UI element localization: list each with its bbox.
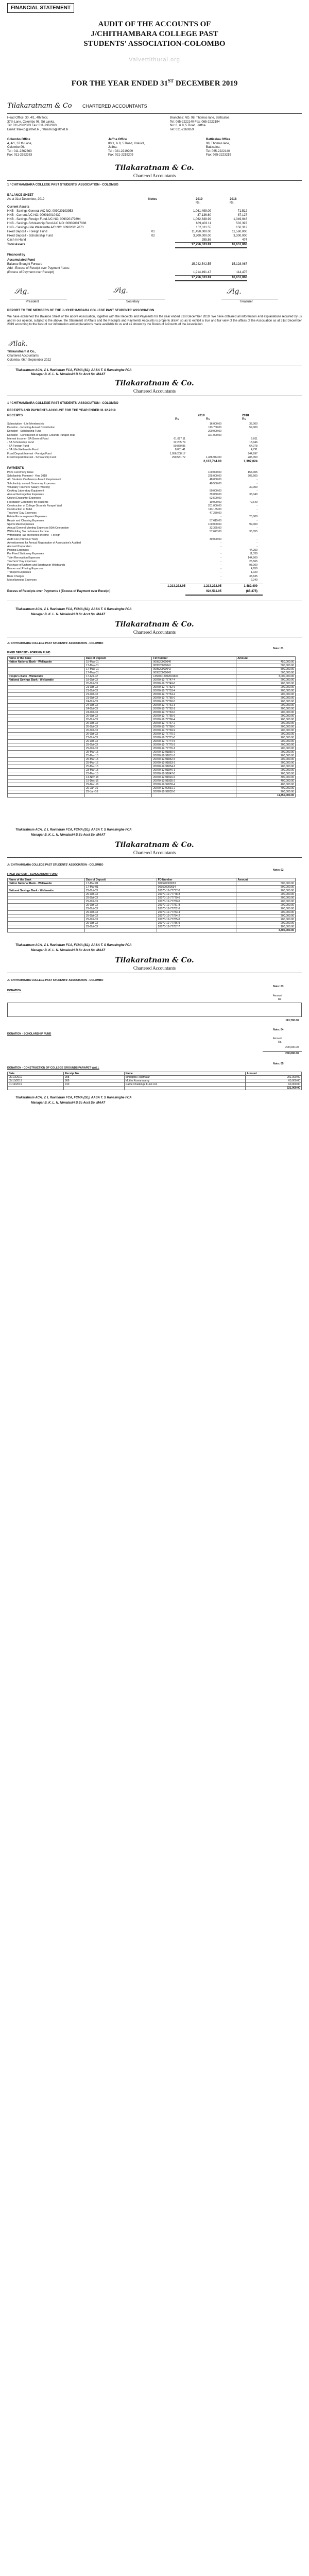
table-row: 26-Oct-03 20070-12-77770-2 200,000.00 [8, 733, 296, 736]
n5-heading: DONATION - CONSTRUCTION OF COLLEGE GROUNDS PARAPET WALL [7, 1066, 99, 1070]
report-sign-sub: Chartered Accountants [7, 354, 39, 358]
bs-heading: BALANCE SHEET [7, 194, 34, 197]
officer-roles: President Secretary Treasurer [26, 300, 253, 303]
firm-name-script: Tilakaratnam & Co [7, 102, 72, 110]
table-row: 14-Nov-15 20070-12-91916-6 300,000.00 [8, 776, 296, 779]
bs-row: Fixed Deposit - Foreign Fund 01 11,450,000.00 11,560,000 [7, 230, 247, 233]
table-header-cell: FD Number [157, 878, 236, 882]
note1-table [7, 656, 296, 798]
financial-statement-tag: FINANCIAL STATEMENT [7, 3, 74, 13]
report-place-date: Colombo, 06th September 2022 [7, 359, 52, 362]
payment-row: Construction of Toilet 113,165.00 - [7, 508, 258, 511]
bs-row: Fixed Deposit - Scholarship Fund 02 3,300,000.00 3,300,000 [7, 234, 247, 238]
bs-as-at: As at 31st December, 2019 [7, 198, 45, 201]
table-header-cell: Date of Deposit [85, 657, 152, 660]
payment-row: Annual General Meeting Expenses 50th Celebration 32,325.00 - [7, 527, 258, 530]
rp-firm-sign: Tilakaratnam & Co. [115, 379, 194, 387]
receipt-row: - SA Lille Wellawatte Fund 8,051.41 4,791 [7, 448, 258, 452]
table-row: 29-Jan-16 20070-12-92031-2 400,000.00 [8, 787, 296, 790]
payment-row: Voluntary Teachers' Salary (Weekly) - 30,000 [7, 485, 258, 489]
table-row: 26-Oct-03 20070-12-77765-6 200,000.00 [8, 715, 296, 718]
n4-heading: DONATION - SCHOLARSHIP FUND [7, 1032, 52, 1036]
payment-row: Toilet Renovation Expenses - 144,500 [7, 556, 258, 560]
signature-secretary: 𝒮ig. [113, 286, 128, 295]
payment-row: Bank Charges - 33,635 [7, 574, 258, 578]
table-row: 29-Oct-03 20070-12-77787-7 100,000.00 [8, 925, 296, 929]
n1-partners-1: Tilakaratnam ACA, V. L Ravindran FCA, FCMA (SL), AASA T. S Ranasinghe FCA [15, 608, 132, 611]
table-row: 05/10/2019 909 Muthu Kumarasamy 60,000.00 [8, 1079, 302, 1083]
payment-row: A/L Students Conference Award Requirement 48,000.00 - [7, 478, 258, 482]
table-row: 05/10/2019 908 Sinnappu Rajamalar 201,000.00 [8, 1076, 302, 1079]
table-row: 29-Oct-03 20070-12-77779-6 200,000.00 [8, 896, 296, 900]
partners-line-2: Manager B. K. L. N. Nimalasiri B.Sc Acct Sp. MAAT [31, 373, 106, 376]
table-row: Hatton National Bank - Wellawatte 17-Mar-01 009520000033 500,000.00 [8, 882, 296, 886]
payment-row: Prize Ceremony Issue 100,000.00 154,305 [7, 471, 258, 474]
n2-heading: FIXED DEPOSIT - SCHOLARSHIP FUND [7, 873, 58, 876]
bs-current-assets: Current Assets [7, 206, 29, 209]
table-row: National Savings Bank - Wellawatte 29-Oct-03 20070-12-77777-0 200,000.00 [8, 889, 296, 893]
receipt-row: Subscription - Life Membership 16,000.00 32,000 [7, 422, 258, 426]
receipt-row: Fixed Deposit Interest - Foreign Fund 1,056,208.17 944,997 [7, 452, 258, 455]
payment-row: Printing Expenses - 44,250 [7, 549, 258, 552]
n5-note-no: Note: 05 [273, 1062, 284, 1065]
title-line-3: STUDENTS' ASSOCIATION-COLOMBO [83, 40, 226, 48]
n3-note-no: Note: 03 [273, 985, 284, 988]
n5-partners-1: Tilakaratnam ACA, V. L Ravindran FCA, FCMA (SL), AASA T. S Ranasinghe FCA [15, 1096, 132, 1099]
report-sign-name: Tilakaratnam & Co., [7, 350, 36, 353]
table-total-row: 11,450,000.00 [8, 794, 296, 798]
title-line-2: J/CHITHAMBARA COLLEGE PAST [91, 30, 218, 38]
payments-label: PAYMENTS [7, 467, 24, 470]
n1-heading: FIXED DEPOSIT - FOREIGN FUND [7, 651, 50, 654]
payment-row: Cooking Laboratory Equipment 50,000.00 - [7, 489, 258, 493]
table-row: 29-Oct-03 20070-12-77778-8 200,000.00 [8, 893, 296, 896]
table-total-row: 3,300,000.00 [8, 929, 296, 933]
table-header-cell: Amount [236, 657, 296, 660]
table-row: 17-May-01 009520000042 500,000.00 [8, 668, 296, 671]
payment-row: Sports Meet Expenses 100,000.00 99,000 [7, 522, 258, 526]
table-row: 19-Dec-15 20070-12-91935-2 400,000.00 [8, 779, 296, 783]
table-row: 24-Oct-03 20070-12-77760-5 200,000.00 [8, 700, 296, 704]
bs-col-headers: Notes 2019 2018 [148, 198, 237, 201]
payment-row: Estate Encouragement Expenses - 25,000 [7, 515, 258, 519]
note3-total: 113,700.00 [285, 1019, 299, 1022]
n3-firm-sub: Chartered Accountants [133, 965, 176, 971]
bs-row: Cash in Hand 295.86 474 [7, 239, 247, 242]
bs-accum-total: 17,756,533.81 16,651,068 [191, 276, 247, 279]
table-row: 26-Oct-03 20070-12-77766-4 200,000.00 [8, 718, 296, 722]
n3-partners-1: Tilakaratnam ACA, V. L Ravindran FCA, FCMA (SL), AASA T. S Ranasinghe FCA [15, 944, 132, 947]
payment-row: Teachers' Day Expenses - 25,565 [7, 560, 258, 563]
n5-partners-2: Manager B. K. L. N. Nimalasiri B.Sc Acct Sp. MAAT [31, 1101, 106, 1105]
signature-president: 𝒮ig. [14, 287, 29, 296]
office-batticaloa: Batticaloa Office 98, Thomas lane, Batticaloa. Tel: 065-2222140 Fax: 065-2223219 [206, 138, 231, 157]
firm-sign-name: Tilakaratnam & Co. [115, 164, 194, 172]
table-row: 17-Mar-01 009520000034 500,000.00 [8, 886, 296, 889]
receipt-row: Fixed Deposit Interest - Scholarship Fund 290,581.72 1,486,944.00 285,350 [7, 455, 258, 459]
table-header-cell: Name of the Bank [8, 878, 85, 882]
payment-row: Withholding Tax on Interest Income - Foreign - - [7, 534, 258, 537]
bs-accum-row: (Excess of Payment over Receipt) 1,914,491.47 114,475 [7, 271, 247, 274]
n2-firm-sub: Chartered Accountants [133, 850, 176, 855]
table-row: 25-Mar-15 20070-12-91853-3 200,000.00 [8, 761, 296, 765]
rp-heading: RECEIPTS AND PAYMENTS ACCOUNT FOR THE YEAR ENDED 31.12.2019 [7, 409, 116, 412]
table-row: 24-Oct-03 20070-12-77763-0 200,000.00 [8, 711, 296, 715]
table-row: 23-Mar-15 20070-12-91847-0 200,000.00 [8, 772, 296, 776]
report-paragraph: We have examined the Balance Sheet of the above Association, together with the Receipts and Payments for the year ended 31st December 2019. We have obtained all information and explanations required by us and in our opinion, subject to the above, the Statement of Affairs and the Receipts and Payments Accounts is properly drawn so as to exhibit a true and fair view of the affairs of the Association as at 31st December 2019 according to the best of our information and explanations made available to us and as shown by the Books of Accounts of the Association. [7, 315, 302, 327]
n1-firm-sign: Tilakaratnam & Co. [115, 620, 194, 629]
payment-row: Purchase of Uniform and Sportswear Wristbands - 98,000 [7, 564, 258, 567]
payment-row: Felicitation Ceremony for Students 10,000.00 79,649 [7, 500, 258, 504]
signature-treasurer: 𝒮ig. [227, 287, 242, 296]
n3-heading: DONATION [7, 989, 22, 992]
receipt-row: Interest Income - SA General Fund 61,027.11 5,011 [7, 437, 258, 440]
title-line-1: AUDIT OF THE ACCOUNTS OF [98, 20, 211, 28]
bs-accum-row: Balance Brought Forward 15,242,542.55 15,128,067 [7, 263, 247, 266]
note5-table: Date Receipt No. Name Amount 05/10/2019 908 Sinnappu Rajamalar 201,000.00 05/10/2019 909 Muthu Kumarasamy 60,000.00 01/11/2019 910 Rathe Challenge Fund Ltd. 60,000.00 321,000.00 [7, 1072, 302, 1090]
receipt-row: Donation - Including Annual Contribution 113,700.00 59,000 [7, 426, 258, 430]
table-row: 25-Mar-15 20070-12-91851-7 200,000.00 [8, 754, 296, 758]
table-row: 29-Dec-16 20070-12-92030-4 400,000.00 [8, 783, 296, 787]
payment-row: Advertisement for Annual Registration of Association's Audited - - [7, 541, 258, 545]
n1-org-line: J / CHITHAMBARA COLLEGE PAST STUDENTS' ASSOCIATION - COLOMBO [7, 642, 104, 645]
partners-line-1: Tilakaratnam ACA, V. L Ravindran FCA, FCMA (SL), AASA T. S Ranasinghe FCA [15, 369, 132, 372]
table-row: 21-Oct-03 20070-12-77752-6 200,000.00 [8, 686, 296, 689]
table-row: 27-Oct-03 20070-12-77771-0 200,000.00 [8, 736, 296, 740]
table-row: 21-Oct-03 20070-12-77754-2 200,000.00 [8, 693, 296, 697]
rp-org-line: 1 / CHITHAMBARA COLLEGE PAST STUDENTS' ASSOCIATION - COLOMBO [7, 402, 118, 405]
table-row: 29-Oct-03 20070-12-77783-4 200,000.00 [8, 911, 296, 914]
n2-partners-2: Manager B. K. L. N. Nimalasiri B.Sc Acct Sp. MAAT [31, 834, 106, 837]
table-row: 26-Oct-03 20070-12-77767-2 200,000.00 [8, 722, 296, 725]
payment-row: Scholarship annual Ceremony Expenses 40,550.00 - [7, 482, 258, 485]
receipt-row: - SA Foreign Fund 50,869.85 64,078 [7, 445, 258, 448]
note4-total: 200,000.00 [285, 1052, 299, 1055]
table-row: 25-Mar-15 20070-12-91850-9 200,000.00 [8, 751, 296, 754]
bs-accum-row: Add : Excess of Receipt over Payment / Less: [7, 267, 70, 270]
table-row: 29-Oct-03 20070-12-77775-3 200,000.00 [8, 743, 296, 747]
office-jaffna: Jaffna Office 80/1, & 8, 5 Road, Kokuvil, Jaffna. Tel : 021-2219209 Fax: 021-2219209 [108, 138, 145, 157]
table-row: National Savings Bank - Wellawatte 18-Oct-03 20070-12-77747-4 200,000.00 [8, 679, 296, 682]
table-row: Hatton National Bank - Wellawatte 15-May-01 009520000040 450,000.00 [8, 660, 296, 664]
note3-box [7, 1003, 302, 1017]
table-header-cell: FD Number [152, 657, 236, 660]
branches-block: Branches: NO. 98, Thomas lane, Batticaloa Tel: 065-2222140 Fax: 065-2222194 No: 6, & 8, 5 Road, Jaffna. Tel: 021-2260859 [170, 116, 230, 131]
n2-partners-1: Tilakaratnam ACA, V. L Ravindran FCA, FCMA (SL), AASA T. S Ranasinghe FCA [15, 828, 132, 832]
payment-row: Transport Expenses - 1,020 [7, 571, 258, 574]
table-row: 25-Mar-15 20070-12-91854-1 200,000.00 [8, 765, 296, 769]
report-heading: REPORT TO THE MEMBERS OF THE J / CHITHAMBARA COLLEGE PAST STUDENTS' ASSOCIATION [7, 309, 154, 312]
bs-accum-fund: Accumulated Fund [7, 259, 36, 262]
firm-sign-sub: Chartered Accountants [133, 173, 176, 178]
table-header-cell: Date of Deposit [85, 878, 157, 882]
rp-firm-sub: Chartered Accountants [133, 388, 176, 394]
table-row: 25-Mar-15 20070-12-91852-5 200,000.00 [8, 758, 296, 761]
table-row: 21-Oct-03 20070-12-77753-4 200,000.00 [8, 689, 296, 693]
payment-row: Miscellaneous Expenses - 2,240 [7, 578, 258, 582]
office-colombo: Colombo Office 4, 4/1, 37 th Lane, Colombo 06. Tel : 011-2362363 Fax: 011-2362363 [7, 138, 32, 157]
payment-row: Annual Get-together Expenses 39,050.00 33,040 [7, 493, 258, 497]
bs-row: HNB - Savings-Scholarship Fund A/C NO: 009020017088 689,403.11 502,397 [7, 222, 247, 225]
table-row: 29-Oct-03 20070-12-77785-0 200,000.00 [8, 918, 296, 922]
payments-total: 1,213,232.95 1,213,232.95 1,482,499 [167, 585, 258, 588]
n3-partners-2: Manager B. K. L. N. Nimalasiri B.Sc Acct Sp. MAAT [31, 949, 106, 952]
bs-row: HNB - Savings General A/C NO: 009020103953 1,061,499.09 71,512 [7, 210, 247, 213]
rp-closing: Excess of Receipts over Payments / (Excess of Payment over Receipt) 924,511.05 (85,475) [7, 590, 258, 593]
table-header-cell: Amount [236, 878, 296, 882]
bs-total-assets: Total Assets 17,756,533.81 16,651,068 [7, 243, 247, 246]
table-row: 23-Mar-15 20070-12-91846-1 200,000.00 [8, 769, 296, 772]
table-row: 17-May-01 009520000041 500,000.00 [8, 664, 296, 668]
table-row: 29-Oct-03 20070-12-77781-8 200,000.00 [8, 904, 296, 907]
payment-row: Banner and Printing Expenses - 4,650 [7, 567, 258, 571]
bs-row: HNB - Savings-Foreign Fund A/C NO: 009020179894 1,062,838.99 1,049,946 [7, 218, 247, 221]
audit-report-page: FINANCIAL STATEMENT AUDIT OF THE ACCOUNTS OF J/CHITHAMBARA COLLEGE PAST STUDENTS' ASSOCIATION-COLOMBO Valvettithurai.org FOR THE YEAR ENDED 31ST DECEMBER 2019 Tilakaratnam & Co CHARTERED ACCOUNTANTS Head Office: 30, 4/1, 4th floor, 37th Lane, Colombo 06, Sri Lanka. Tel: 011-2362363 Fax: 011-2362363 Email: tilakco@sltnet.lk , ratnamco@sltnet.lk Branches: NO. 98, Thomas lane, Batticaloa Tel: 065-2222140 Fax: 065-2222194 No: 6, & 8, 5 Road, Jaffna. Tel: 021-2260859 Colombo Office 4, 4/1, 37 th Lane, Colombo 06. Tel : 011-2362363 Fax: 011-2362363 Jaffna Office 80/1, & 8, 5 Road, Kokuvil, Jaffna. Tel : 021-2219209 Fax: 021-2219209 Batticaloa Office 98, Thomas lane, Batticaloa. Tel: 065-2222140 Fax: 065-2223219 Tilakaratnam & Co. Chartered Accountants 1 / CHITHAMBARA COLLEGE PAST STUDENTS' ASSOCIATION - COLOMBO BALANCE SHEET As at 31st December, 2019 Notes 2019 2018 Rs. Rs. Current Assets HNB - Savings General A/C NO: 009020103953 1,061,499.09 71,512 HNB - Current A/C NO: 009010010432 37,136.60 87,127 HNB - Savings-Foreign Fund A/C NO: 009020179894 1,062,838.99 1,049,946 HNB - Savings-Scholarship Fund A/C NO: 009020017088 689,403.11 502,397 HNB - Savings-Lille Wellawatte A/C NO: 009020017073 152,311.55 150,312 Fixed Deposit - Foreign Fund 01 11,450,000.00 11,560,000 Fixed Deposit - Scholarship Fund 02 3,300,000.00 3,300,000 Cash in Hand 295.86 474 Total Assets 17,756,533.81 16,651,068 Financed by Accumulated Fund Balance Brought Forward 15,242,542.55 15,128,067 Add : Excess of Receipt over Payment / Less: (Excess of Payment over Receipt) 1,914,491.47 114,475 17,756,533.81 16,651,068 𝒮ig. 𝒮ig. 𝒮ig. President Secretary Treasurer REPORT TO THE MEMBERS OF THE J / CHITHAMBARA COLLEGE PAST STUDENTS' ASSOCIATION We have examined the Balance Sheet of the above Association, together with the Receipts and Payments for the year ended 31st December 2019. We have obtained all information and explanations required by us and in our opinion, subject to the above, the Statement of Affairs and the Receipts and Payments Accounts is properly drawn so as to exhibit a true and fair view of the affairs of the Association as at 31st December 2019 according to the best of our information and explanations made available to us and as shown by the Books of Accounts of the Association. 𝒯ilak. Tilakaratnam & Co., Chartered Accountants Colombo, 06th September 2022 Tilakaratnam ACA, V. L Ravindran FCA, FCMA (SL), AASA T. S Ranasinghe FCA Manager B. K. L. N. Nimalasiri B.Sc Acct Sp. MAAT Tilakaratnam & Co. Chartered Accountants 1 / CHITHAMBARA COLLEGE PAST STUDENTS' ASSOCIATION - COLOMBO RECEIPTS AND PAYMENTS ACCOUNT FOR THE YEAR ENDED 31.12.2019 RECEIPTS 2019 2018 Rs Rs Rs Subscription - Life Membership 16,000.00 32,000 Donation - Including Annual Contribution 113,700.00 59,000 Donation - Scholarship Fund 200,000.00 - Donation - Construction of College Grounds Parapet Wall 321,000.00 - Interest Income - SA General Fund 61,027.11 5,011 - SA Scholarship Fund 22,205.74 18,946 - SA Foreign Fund 50,869.85 64,078 - SA Lille Wellawatte Fund 8,051.41 4,791 Fixed Deposit Interest - Foreign Fund 1,056,208.17 944,997 Fixed Deposit Interest - Scholarship Fund 290,581.72 1,486,944.00 285,350 2,137,744.00 1,397,024 PAYMENTS Prize Ceremony Issue 100,000.00 154,305 Scholarship Payment - Year 2018 225,000.00 205,500 A/L Students Conference Award Requirement 48,000.00 - Scholarship annual Ceremony Expenses 40,550.00 - Voluntary Teachers' Salary (Weekly) - 30,000 Cooking Laboratory Equipment 50,000.00 - Annual Get-together Expenses 39,050.00 33,040 Cricket Encounter Expenses 62,500.00 - Felicitation Ceremony for Students 10,000.00 79,649 Construction of College Grounds Parapet Wall 201,000.00 - Construction of Toilet 113,165.00 - Teachers' Day Expenses 47,250.00 - Estate Encouragement Expenses - 25,000 Repair and Cleaning Expenses 57,615.00 - Sports Meet Expenses 100,000.00 99,000 Annual General Meeting Expenses 50th Celebration 32,325.00 - Withholding Tax on Interest Income 57,622.00 35,055 Withholding Tax on Interest Income - Foreign - - Audit Fee (Previous Year) 30,000.00 - Advertisement for Annual Registration of Association's Audited - - Account Preparation - - Printing Expenses - 44,250 Pre Fixed Stationery Expenses - 11,330 Toilet Renovation Expenses - 144,500 Teachers' Day Expenses - 25,565 Purchase of Uniform and Sportswear Wristbands - 98,000 Banner and Printing Expenses - 4,650 Transport Expenses - 1,020 Bank Charges - 33,635 Miscellaneous Expenses - 2,240 1,213,232.95 1,213,232.95 1,482,499 Excess of Receipts over Payments / (Excess of Payment over Receipt) 924,511.05 (85,475) Tilakaratnam ACA, V. L Ravindran FCA, FCMA (SL), AASA T. S Ranasinghe FCA Manager B. K. L. N. Nimalasiri B.Sc Acct Sp. MAAT Tilakaratnam & Co. Chartered Accountants J / CHITHAMBARA COLLEGE PAST STUDENTS' ASSOCIATION - COLOMBO Note: 01 FIXED DEPOSIT - FOREIGN FUND Name of the Bank Date of Deposit FD Number Amount Hatton National Bank - Wellawatte 15-May-01 009520000040 450,000.00 17-May-01 009520000041 500,000.00 17-May-01 009520000042 500,000.00 17-May-01 009520000043 500,000.00 People's Bank - Wellawatte 17-Apr-02 14560012002001654 3,000,000.00 National Savings Bank - Wellawatte 18-Oct-03 20070-12-77747-4 200,000.00 20-Oct-03 20070-12-77749-8 200,000.00 21-Oct-03 20070-12-77752-6 200,000.00 21-Oct-03 20070-12-77753-4 200,000.00 21-Oct-03 20070-12-77754-2 200,000.00 21-Oct-03 20070-12-77755-0 200,000.00 24-Oct-03 20070-12-77760-5 200,000.00 24-Oct-03 20070-12-77761-3 200,000.00 24-Oct-03 20070-12-77762-1 200,000.00 24-Oct-03 20070-12-77763-0 200,000.00 26-Oct-03 20070-12-77765-6 200,000.00 26-Oct-03 20070-12-77766-4 200,000.00 26-Oct-03 20070-12-77767-2 200,000.00 26-Oct-03 20070-12-77768-0 200,000.00 26-Oct-03 20070-12-77769-9 200,000.00 26-Oct-03 20070-12-77770-2 200,000.00 27-Oct-03 20070-12-77771-0 200,000.00 29-Oct-03 20070-12-77774-5 200,000.00 29-Oct-03 20070-12-77775-3 200,000.00 29-Oct-03 20070-12-77776-1 200,000.00 25-Mar-15 20070-12-91850-9 200,000.00 25-Mar-15 20070-12-91851-7 200,000.00 25-Mar-15 20070-12-91852-5 200,000.00 25-Mar-15 20070-12-91853-3 200,000.00 25-Mar-15 20070-12-91854-1 200,000.00 23-Mar-15 20070-12-91846-1 200,000.00 23-Mar-15 20070-12-91847-0 200,000.00 14-Nov-15 20070-12-91916-6 300,000.00 19-Dec-15 20070-12-91935-2 400,000.00 29-Dec-16 20070-12-92030-4 400,000.00 29-Jan-16 20070-12-92031-2 400,000.00 29-Jan-16 20070-12-92032-0 200,000.00 11,450,000.00 Tilakaratnam ACA, V. L Ravindran FCA, FCMA (SL), AASA T. S Ranasinghe FCA Manager B. K. L. N. Nimalasiri B.Sc Acct Sp. MAAT Tilakaratnam & Co. Chartered Accountants J / CHITHAMBARA COLLEGE PAST STUDENTS' ASSOCIATION - COLOMBO Note: 02 FIXED DEPOSIT - SCHOLARSHIP FUND Name of the Bank Date of Deposit FD Number Amount Hatton National Bank - Wellawatte 17-Mar-01 009520000033 500,000.00 17-Mar-01 009520000034 500,000.00 National Savings Bank - Wellawatte 29-Oct-03 20070-12-77777-0 200,000.00 29-Oct-03 20070-12-77778-8 200,000.00 29-Oct-03 20070-12-77779-6 200,000.00 29-Oct-03 20070-12-77780-0 200,000.00 29-Oct-03 20070-12-77781-8 200,000.00 29-Oct-03 20070-12-77782-6 200,000.00 29-Oct-03 20070-12-77783-4 200,000.00 29-Oct-03 20070-12-77784-2 200,000.00 29-Oct-03 20070-12-77785-0 200,000.00 29-Oct-03 20070-12-77786-9 200,000.00 29-Oct-03 20070-12-77787-7 100,000.00 3,300,000.00 Tilakaratnam ACA, V. L Ravindran FCA, FCMA (SL), AASA T. S Ranasinghe FCA Manager B. K. L. N. Nimalasiri B.Sc Acct Sp. MAAT Tilakaratnam & Co. Chartered Accountants J / CHITHAMBARA COLLEGE PAST STUDENTS' ASSOCIATION - COLOMBO Note: 03 DONATION Amount Rs 113,700.00 Note: 04 DONATION - SCHOLARSHIP FUND Amount Rs. 200,000.00 200,000.00 Note: 05 DONATION - CONSTRUCTION OF COLLEGE GROUNDS PARAPET WALL Date Receipt No. Name Amount 05/10/2019 908 Sinnappu Rajamalar 201,000.00 05/10/2019 909 Muthu Kumarasamy 60,000.00 01/11/2019 910 Rathe Challenge Fund Ltd. 60,000.00 321,000.00 Tilakaratnam ACA, V. L Ravindran FCA, FCMA (SL), AASA T. S Ranasinghe FCA Manager B. K. L. N. Nimalasiri B.Sc Acct Sp. MAAT [0, 0, 309, 2576]
table-row: 26-Oct-03 20070-12-77769-9 200,000.00 [8, 729, 296, 733]
table-row: 29-Oct-03 20070-12-77784-2 200,000.00 [8, 914, 296, 918]
table-row: 29-Oct-03 20070-12-77782-6 200,000.00 [8, 907, 296, 911]
payment-row: Repair and Cleaning Expenses 57,615.00 - [7, 519, 258, 522]
receipts-total: 2,137,744.00 1,397,024 [203, 460, 258, 463]
auditor-signature: 𝒯ilak. [8, 340, 28, 348]
table-row: 26-Oct-03 20070-12-77768-0 200,000.00 [8, 725, 296, 729]
note2-table [7, 878, 296, 933]
payment-row: Construction of College Grounds Parapet Wall 201,000.00 - [7, 504, 258, 507]
rp-col-headers: RECEIPTS 2019 2018 [7, 414, 249, 417]
table-row: 20-Oct-03 20070-12-77749-8 200,000.00 [8, 682, 296, 686]
table-row: 24-Oct-03 20070-12-77762-1 200,000.00 [8, 707, 296, 711]
table-row: 29-Oct-03 20070-12-77774-5 200,000.00 [8, 740, 296, 743]
receipt-row: Donation - Construction of College Grounds Parapet Wall 321,000.00 - [7, 433, 258, 437]
payment-row: Cricket Encounter Expenses 62,500.00 - [7, 497, 258, 500]
table-row: People's Bank - Wellawatte 17-Apr-02 14560012002001654 3,000,000.00 [8, 675, 296, 679]
payment-row: Teachers' Day Expenses 47,250.00 - [7, 512, 258, 515]
bs-row: HNB - Current A/C NO: 009010010432 37,136.60 87,127 [7, 214, 247, 217]
table-row: 29-Oct-03 20070-12-77786-9 200,000.00 [8, 922, 296, 925]
table-row: 17-May-01 009520000043 500,000.00 [8, 671, 296, 675]
table-row: 24-Oct-03 20070-12-77761-3 200,000.00 [8, 704, 296, 707]
year-heading: FOR THE YEAR ENDED 31ST DECEMBER 2019 [71, 78, 238, 88]
payment-row: Account Preparation - - [7, 545, 258, 548]
n1-partners-2: Manager B. K. L. N. Nimalasiri B.Sc Acct Sp. MAAT [31, 613, 106, 616]
table-row: 21-Oct-03 20070-12-77755-0 200,000.00 [8, 697, 296, 700]
payment-row: Pre Fixed Stationery Expenses - 11,330 [7, 552, 258, 556]
n3-firm-sign: Tilakaratnam & Co. [115, 956, 194, 964]
bs-row: HNB - Savings-Lille Wellawatte A/C NO: 009020017073 152,311.55 150,312 [7, 226, 247, 229]
table-row: 01/11/2019 910 Rathe Challenge Fund Ltd. 60,000.00 [8, 1083, 302, 1087]
n1-firm-sub: Chartered Accountants [133, 630, 176, 635]
receipt-row: - SA Scholarship Fund 22,205.74 18,946 [7, 441, 258, 444]
firm-subtitle: CHARTERED ACCOUNTANTS [82, 104, 147, 109]
n2-note-no: Note: 02 [273, 869, 284, 872]
receipt-row: Donation - Scholarship Fund 200,000.00 - [7, 430, 258, 433]
n1-note-no: Note: 01 [273, 647, 284, 650]
payment-row: Withholding Tax on Interest Income 57,622.00 35,055 [7, 530, 258, 534]
n4-note-no: Note: 04 [273, 1028, 284, 1031]
payment-row: Audit Fee (Previous Year) 30,000.00 - [7, 537, 258, 541]
n3-org-line: J / CHITHAMBARA COLLEGE PAST STUDENTS' ASSOCIATION - COLOMBO [7, 979, 104, 982]
head-office-block: Head Office: 30, 4/1, 4th floor, 37th Lane, Colombo 06, Sri Lanka. Tel: 011-2362363 Fax: 011-2362363 Email: tilakco@sltnet.lk , ratnamco@sltnet.lk [7, 116, 68, 131]
table-row: 29-Oct-03 20070-12-77776-1 200,000.00 [8, 747, 296, 751]
table-row: 29-Oct-03 20070-12-77780-0 200,000.00 [8, 900, 296, 904]
n2-firm-sign: Tilakaratnam & Co. [115, 841, 194, 849]
table-row: 29-Jan-16 20070-12-92032-0 200,000.00 [8, 790, 296, 794]
table-header-cell: Name of the Bank [8, 657, 85, 660]
watermark: Valvettithurai.org [129, 57, 180, 63]
n2-org-line: J / CHITHAMBARA COLLEGE PAST STUDENTS' ASSOCIATION - COLOMBO [7, 863, 104, 867]
bs-org-line: 1 / CHITHAMBARA COLLEGE PAST STUDENTS' ASSOCIATION - COLOMBO [7, 183, 118, 187]
payment-row: Scholarship Payment - Year 2018 225,000.00 205,500 [7, 474, 258, 478]
bs-financed-by: Financed by [7, 253, 26, 257]
